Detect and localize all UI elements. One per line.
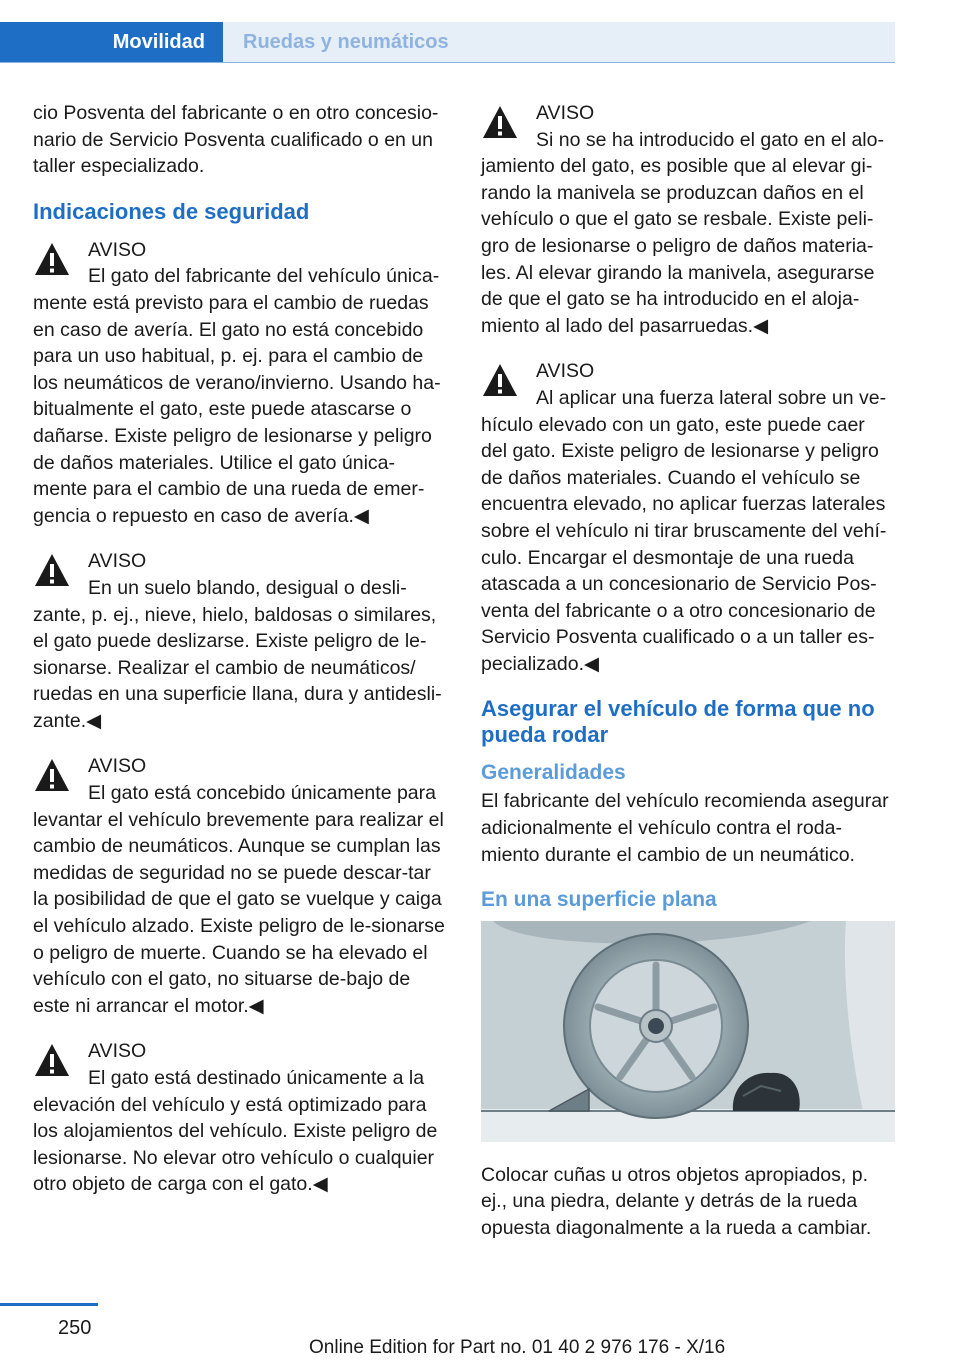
footer-edition: Online Edition for Part no. 01 40 2 976 176 - X/16 <box>309 1337 726 1358</box>
warning-text: levantar el vehículo brevemente para realizar el cambio de neumáticos. Aunque se cumplan las medidas de seguridad no se puede descar‐tar la posibilidad de que el gato se vuelque y caiga el vehículo alzado. Existe peligro de le‐sionarse o peligro de muerte. Cuando se ha elevado el vehículo con el gato, no situarse de‐bajo de este ni arrancar el motor.◀ <box>33 808 445 1017</box>
warning-block <box>33 753 448 1019</box>
warning-label: AVISO <box>88 755 147 778</box>
warning-triangle-icon <box>33 552 71 588</box>
warning-block <box>33 548 448 734</box>
warning-triangle-icon <box>33 1042 71 1078</box>
warning-label: AVISO <box>536 360 595 383</box>
warning-label: AVISO <box>88 238 147 261</box>
footer-accent-bar <box>0 1303 98 1306</box>
warning-text: elevación del vehículo y está optimizado para los alojamientos del vehículo. Existe peligro de lesionarse. No elevar otro vehículo o cualquier otro objeto de carga con el gato.◀ <box>33 1093 438 1196</box>
warning-triangle-icon <box>33 757 71 793</box>
subheading-flat-surface: En una superficie plana <box>481 888 717 912</box>
warning-text: hículo elevado con un gato, este puede caer del gato. Existe peligro de lesionarse y peligro de daños materiales. Cuando el vehículo se encuentra elevado, no aplicar fuerzas laterales sobre el vehículo ni tirar bruscamente del vehí‐culo. Encargar el desmontaje de una rueda atascada a un concesionario de Servicio Pos‐venta del fabricante o a otro concesionario de Servicio Posventa cualificado o a un taller es‐pecializado.◀ <box>481 413 887 675</box>
page-number: 250 <box>58 1317 92 1339</box>
warning-text: zante, p. ej., nieve, hielo, baldosas o similares, el gato puede deslizarse. Existe peligro de le‐sionarse. Realizar el cambio de neumáticos/ ruedas en una superficie llana, dura y antidesli‐zante.◀ <box>33 603 442 732</box>
flat-surface-paragraph: Colocar cuñas u otros objetos apropiados, p. ej., una piedra, delante y detrás de la rueda opuesta diagonalmente a la rueda a cambiar. <box>481 1163 872 1240</box>
warning-text-first-line: El gato del fabricante del vehículo única‐ <box>88 265 440 288</box>
warning-block <box>481 358 895 677</box>
section-heading-safety: Indicaciones de seguridad <box>33 198 310 224</box>
warning-text: jamiento del gato, es posible que al elevar gi‐rando la manivela se produzcan daños en el vehículo o que el gato se resbale. Existe peli‐gro de lesionarse o peligro de daños materia‐les. Al elevar girando la manivela, asegurarse de que el gato se ha introducido en el aloja‐miento al lado del pasarruedas.◀ <box>481 155 875 337</box>
warning-block <box>481 100 895 339</box>
right-column <box>481 100 895 1261</box>
general-paragraph: El fabricante del vehículo recomienda asegurar adicionalmente el vehículo contra el roda‐miento durante el cambio de un neumático. <box>481 790 889 866</box>
warning-label: AVISO <box>536 102 595 124</box>
tab-movilidad[interactable]: Movilidad <box>0 22 223 62</box>
tab-ruedas-neumaticos[interactable]: Ruedas y neumáticos <box>223 22 895 62</box>
warning-text-first-line: Al aplicar una fuerza lateral sobre un ve‐ <box>536 386 887 409</box>
subheading-generalidades: Generalidades <box>481 761 626 785</box>
warning-text-first-line: El gato está concebido únicamente para <box>88 782 436 805</box>
warning-triangle-icon <box>33 241 71 277</box>
wheel-chock-illustration <box>481 921 895 1142</box>
warning-text-first-line: Si no se ha introducido el gato en el alo‐ <box>536 128 884 151</box>
warning-label: AVISO <box>88 550 147 573</box>
header-divider <box>0 62 895 63</box>
intro-paragraph: cio Posventa del fabricante o en otro concesionario de Servicio Posventa cualificado o en un taller especializado. <box>33 102 439 178</box>
warning-label: AVISO <box>88 1040 147 1063</box>
warning-block <box>33 237 448 530</box>
warning-text: mente está previsto para el cambio de ruedas en caso de avería. El gato no está concebido para un uso habitual, p. ej. para el cambio de los neumáticos de verano/invierno. Usando ha‐bitualmente el gato, este puede atascarse o dañarse. Existe peligro de lesionarse y peligro de daños materiales. Utilice el gato única‐mente para el cambio de una rueda de emer‐gencia o repuesto en caso de avería.◀ <box>33 291 441 527</box>
warning-triangle-icon <box>481 104 519 140</box>
warning-block <box>33 1038 448 1198</box>
warning-triangle-icon <box>481 362 519 398</box>
page-header <box>0 0 960 62</box>
warning-text-first-line: El gato está destinado únicamente a la <box>88 1067 425 1089</box>
warning-text-first-line: En un suelo blando, desigual o desli‐ <box>88 576 407 599</box>
left-column <box>33 100 448 1217</box>
section-heading-secure-vehicle: Asegurar el vehículo de forma que no pueda rodar <box>481 696 875 748</box>
